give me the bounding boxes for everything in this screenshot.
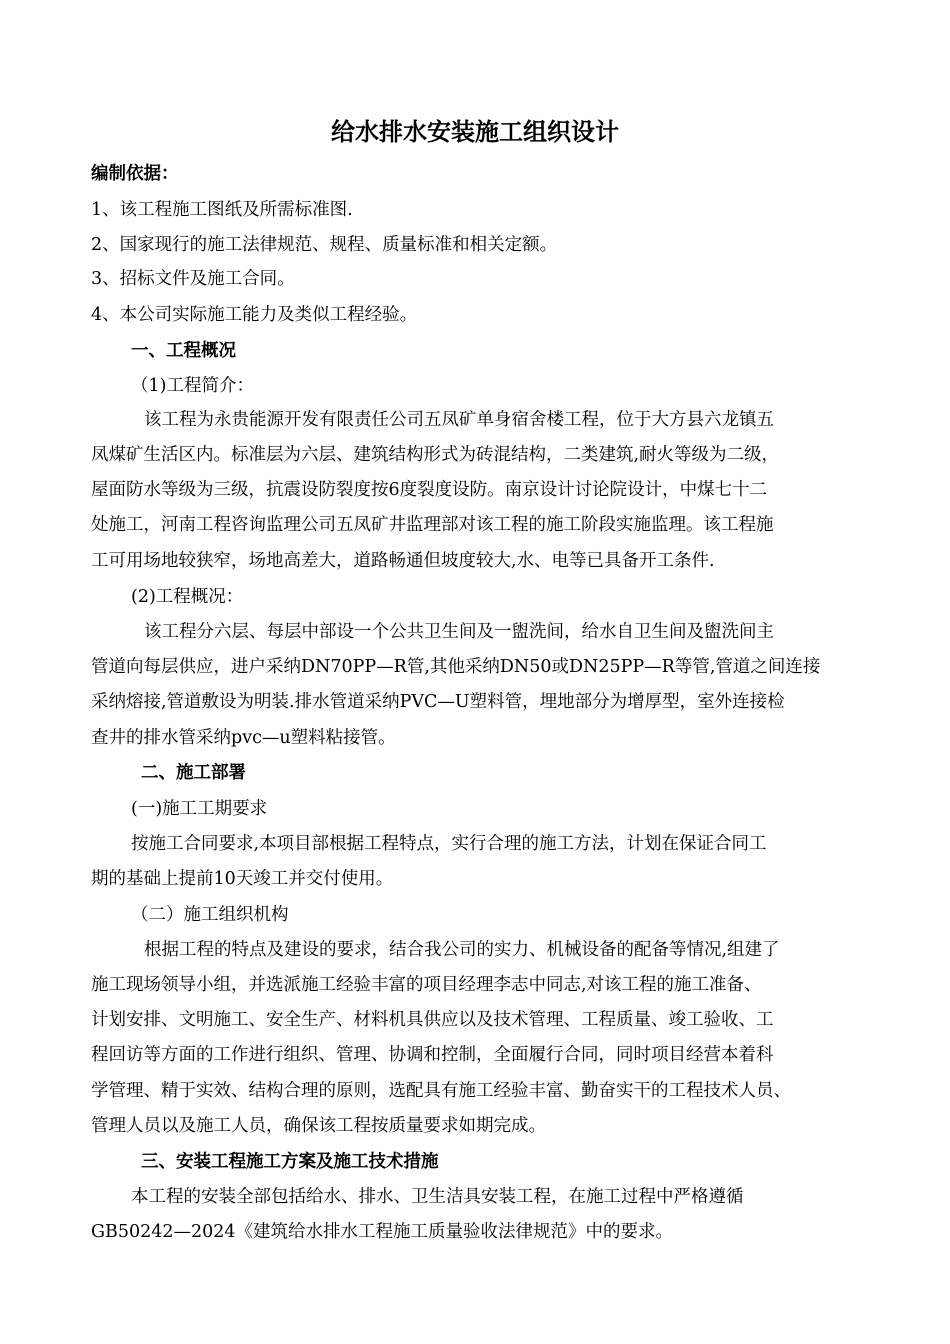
paragraph-line: 凤煤矿生活区内。标准层为六层、建筑结构形式为砖混结构，二类建筑,耐火等级为二级， [91,445,780,465]
section-heading: 一、工程概况 [131,341,236,361]
paragraph-line: GB50242—2024《建筑给水排水工程施工质量验收法律规范》中的要求。 [91,1222,674,1242]
paragraph-line: 按施工合同要求,本项目部根据工程特点，实行合理的施工方法，计划在保证合同工 [131,834,767,854]
paragraph-line: 处施工，河南工程咨询监理公司五凤矿井监理部对该工程的施工阶段实施监理。该工程施 [91,515,774,535]
section-heading: 三、安装工程施工方案及施工技术措施 [141,1152,439,1172]
subsection-heading: (2)工程概况： [131,587,244,607]
paragraph-line: 根据工程的特点及建设的要求，结合我公司的实力、机械设备的配备等情况,组建了 [144,940,780,960]
paragraph-line: 管理人员以及施工人员，确保该工程按质量要求如期完成。 [91,1116,546,1136]
document-title: 给水排水安装施工组织设计 [331,117,619,146]
basis-item: 2、国家现行的施工法律规范、规程、质量标准和相关定额。 [91,235,558,255]
paragraph-line: 屋面防水等级为三级，抗震设防裂度按6度裂度设防。南京设计讨论院设计，中煤七十二 [91,480,768,500]
basis-item: 3、招标文件及施工合同。 [91,269,295,289]
paragraph-line: 工可用场地较狭窄，场地高差大，道路畅通但坡度较大,水、电等已具备开工条件. [91,551,715,571]
basis-item: 1、该工程施工图纸及所需标准图. [91,200,353,220]
paragraph-line: 该工程分六层、每层中部设一个公共卫生间及一盥洗间，给水自卫生间及盥洗间主 [144,622,774,642]
paragraph-line: 查井的排水管采纳pvc—u塑料粘接管。 [91,728,396,748]
paragraph-line: 施工现场领导小组，并选派施工经验丰富的项目经理李志中同志,对该工程的施工准备、 [91,975,762,995]
section-heading: 二、施工部署 [141,763,246,783]
paragraph-line: 学管理、精于实效、结构合理的原则，选配具有施工经验丰富、勤奋实干的工程技术人员、 [91,1081,791,1101]
paragraph-line: 本工程的安装全部包括给水、排水、卫生洁具安装工程，在施工过程中严格遵循 [131,1187,744,1207]
subsection-heading: （1)工程简介： [131,376,254,396]
basis-item: 4、本公司实际施工能力及类似工程经验。 [91,305,418,325]
subsection-heading: (一)施工工期要求 [131,799,268,819]
subsection-heading: （二）施工组织机构 [131,905,289,925]
paragraph-line: 该工程为永贵能源开发有限责任公司五凤矿单身宿舍楼工程，位于大方县六龙镇五 [144,410,774,430]
paragraph-line: 计划安排、文明施工、安全生产、材料机具供应以及技术管理、工程质量、竣工验收、工 [91,1010,774,1030]
basis-heading: 编制依据： [91,164,179,184]
paragraph-line: 期的基础上提前10天竣工并交付使用。 [91,869,394,889]
paragraph-line: 采纳熔接,管道敷设为明装.排水管道采纳PVC—U塑料管，埋地部分为增厚型，室外连接检 [91,692,785,712]
paragraph-line: 管道向每层供应，进户采纳DN70PP—R管,其他采纳DN50或DN25PP—R等管,管道之间连接 [91,657,821,677]
paragraph-line: 程回访等方面的工作进行组织、管理、协调和控制，全面履行合同，同时项目经营本着科 [91,1045,774,1065]
